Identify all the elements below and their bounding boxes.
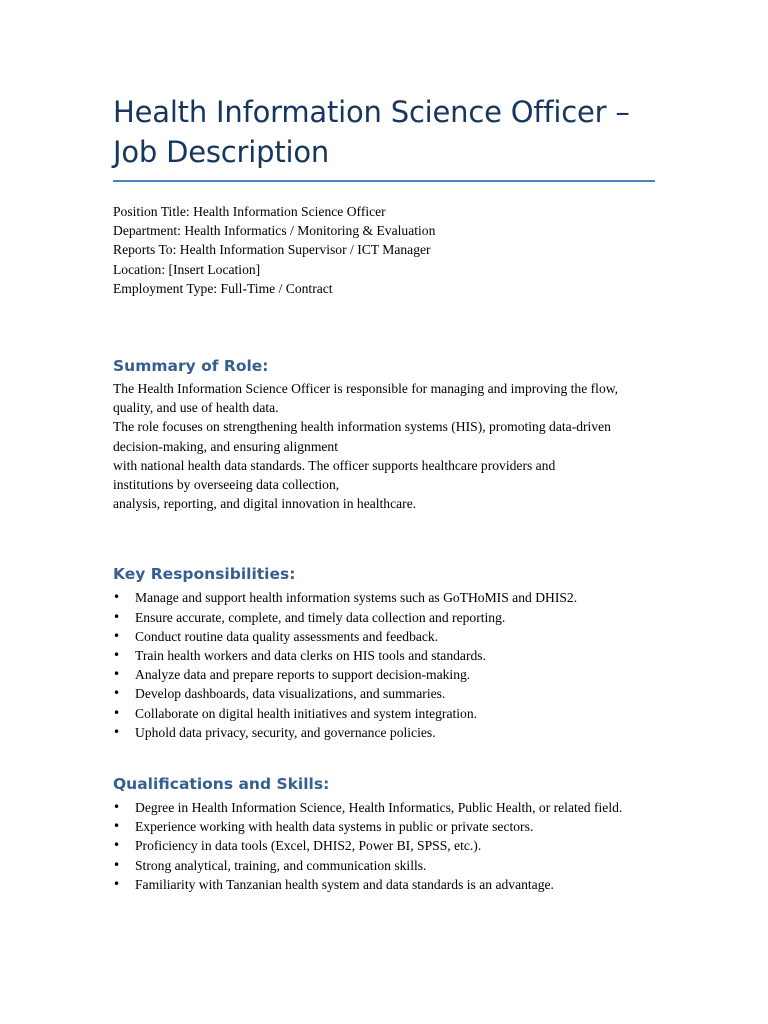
list-item: [113, 723, 655, 742]
list-item: [113, 588, 655, 607]
bullet-icon: •: [113, 648, 121, 663]
responsibilities-heading: Key Responsibilities:: [113, 565, 296, 584]
list-item: [113, 665, 655, 684]
qualifications-list: [113, 798, 655, 894]
position-details: [113, 202, 655, 298]
summary-line: with national health data standards. The officer supports healthcare providers and: [113, 457, 556, 473]
reports-to-line: Reports To: Health Information Supervisor / ICT Manager: [113, 242, 431, 258]
list-item-text: Strong analytical, training, and communication skills.: [135, 857, 427, 873]
bullet-icon: •: [113, 800, 121, 815]
list-item-text: Uphold data privacy, security, and governance policies.: [135, 724, 436, 740]
summary-line: quality, and use of health data.: [113, 400, 279, 416]
bullet-icon: •: [113, 819, 121, 834]
list-item: [113, 817, 655, 836]
job-description-document: [113, 92, 655, 894]
qualifications-heading: Qualifications and Skills:: [113, 775, 330, 794]
list-item-text: Experience working with health data systems in public or private sectors.: [135, 819, 534, 835]
list-item-text: Train health workers and data clerks on HIS tools and standards.: [135, 648, 486, 664]
summary-line: decision-making, and ensuring alignment: [113, 438, 339, 454]
list-item: [113, 836, 655, 855]
bullet-icon: •: [113, 857, 121, 872]
list-item: [113, 856, 655, 875]
list-item: [113, 627, 655, 646]
bullet-icon: •: [113, 667, 121, 682]
list-item-text: Ensure accurate, complete, and timely data collection and reporting.: [135, 609, 506, 625]
employment-type-line: Employment Type: Full-Time / Contract: [113, 280, 333, 296]
list-item-text: Proficiency in data tools (Excel, DHIS2, Power BI, SPSS, etc.).: [135, 838, 482, 854]
list-item: [113, 704, 655, 723]
list-item: [113, 798, 655, 817]
bullet-icon: •: [113, 590, 121, 605]
summary-heading: Summary of Role:: [113, 357, 269, 376]
list-item-text: Develop dashboards, data visualizations, and summaries.: [135, 686, 446, 702]
list-item-text: Manage and support health information systems such as GoTHoMIS and DHIS2.: [135, 590, 578, 606]
document-title-line-1: Health Information Science Officer –: [113, 95, 630, 129]
list-item: [113, 646, 655, 665]
title-underline-rule: [113, 180, 655, 182]
list-item-text: Familiarity with Tanzanian health system and data standards is an advantage.: [135, 876, 554, 892]
list-item: [113, 608, 655, 627]
list-item: [113, 875, 655, 894]
bullet-icon: •: [113, 838, 121, 853]
bullet-icon: •: [113, 609, 121, 624]
list-item-text: Conduct routine data quality assessments and feedback.: [135, 628, 439, 644]
department-line: Department: Health Informatics / Monitoring & Evaluation: [113, 223, 436, 239]
list-item-text: Analyze data and prepare reports to support decision-making.: [135, 667, 471, 683]
bullet-icon: •: [113, 876, 121, 891]
bullet-icon: •: [113, 686, 121, 701]
location-line: Location: [Insert Location]: [113, 261, 261, 277]
list-item-text: Collaborate on digital health initiatives and system integration.: [135, 705, 478, 721]
summary-line: The role focuses on strengthening health information systems (HIS), promoting data-driven: [113, 419, 611, 435]
document-title: [113, 92, 655, 172]
responsibilities-list: [113, 588, 655, 742]
list-item: [113, 684, 655, 703]
summary-line: institutions by overseeing data collection,: [113, 477, 340, 493]
bullet-icon: •: [113, 705, 121, 720]
bullet-icon: •: [113, 628, 121, 643]
list-item-text: Degree in Health Information Science, Health Informatics, Public Health, or related field.: [135, 800, 623, 816]
position-title-line: Position Title: Health Information Science Officer: [113, 204, 386, 219]
document-title-line-2: Job Description: [113, 135, 330, 169]
summary-line: The Health Information Science Officer is responsible for managing and improving the flow,: [113, 381, 619, 397]
summary-paragraph: [113, 379, 655, 513]
bullet-icon: •: [113, 724, 121, 739]
summary-line: analysis, reporting, and digital innovation in healthcare.: [113, 496, 417, 512]
